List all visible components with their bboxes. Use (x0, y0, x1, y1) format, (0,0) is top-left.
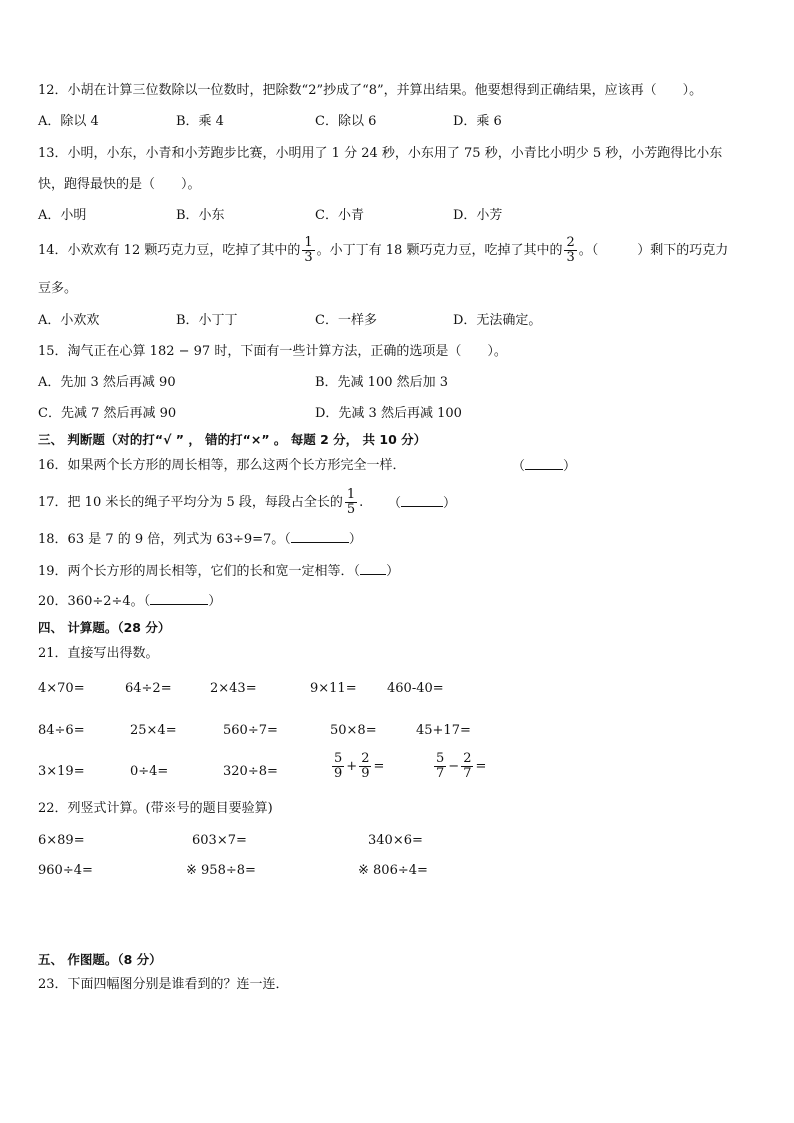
q14-stem-line1 (38, 236, 728, 265)
fraction-one-fifth: $\frac{1}{5}$ (346, 487, 356, 517)
q22-item: 960÷4= (38, 863, 93, 878)
q21-item: 0÷4= (130, 764, 169, 779)
q19-answer-blank[interactable]: （ ） (353, 564, 400, 579)
q12-option-a: A．除以 4 (38, 114, 99, 129)
q20-stem: 20．360÷2÷4。（ ） (38, 594, 222, 609)
q15-option-d: D．先减 3 然后再减 100 (315, 406, 462, 421)
q21-title: 21．直接写出得数。 (38, 646, 159, 661)
q13-stem-line2: 快，跑得最快的是（ ）。 (38, 177, 201, 192)
q22-title: 22．列竖式计算。(带※号的题目要验算) (38, 801, 273, 816)
section-five-heading: 五、 作图题。（8 分） (38, 952, 162, 967)
q12-stem: 12．小胡在计算三位数除以一位数时，把除数“2”抄成了“8”，并算出结果。他要想得到正确结果，应该再（ ）。 (38, 83, 703, 98)
section-three-heading: 三、 判断题（对的打“√ ” ， 错的打“×” 。 每题 2 分， 共 10 分） (38, 432, 427, 447)
q13-option-a: A．小明 (38, 208, 87, 223)
q14-option-a: A．小欢欢 (38, 313, 100, 328)
q14-stem-line2: 豆多。 (38, 281, 78, 296)
answer-line (525, 457, 563, 470)
q18-answer-blank[interactable]: （ ） (284, 532, 362, 547)
q15-option-b: B．先减 100 然后加 3 (315, 375, 449, 390)
q18-stem: 18．63 是 7 的 9 倍，列式为 63÷9=7。（ ） (38, 532, 362, 547)
q14-text-part1: 14．小欢欢有 12 颗巧克力豆，吃掉了其中的 (38, 243, 301, 258)
q17-stem: 17．把 10 米长的绳子平均分为 5 段，每段占全长的 $\frac{1}{5}$ . (38, 487, 364, 517)
q14-option-d: D．无法确定。 (453, 313, 542, 328)
q22-item: ※ 958÷8= (186, 863, 256, 878)
answer-line (150, 592, 208, 605)
q21-item: 64÷2= (125, 681, 172, 696)
q16-stem: 16．如果两个长方形的周长相等，那么这两个长方形完全一样． (38, 458, 406, 473)
q21-item: 84÷6= (38, 723, 85, 738)
answer-line (360, 562, 386, 575)
q22-item: 603×7= (192, 833, 247, 848)
q21-item: 50×8= (330, 723, 377, 738)
q22-item: 6×89= (38, 833, 85, 848)
q21-fraction-expression-subtract: $\frac{5}{7}$ − $\frac{2}{7}$ = (436, 751, 487, 781)
q13-option-b: B．小东 (176, 208, 225, 223)
q14-text-part3: 。（ ）剩下的巧克力 (578, 243, 729, 258)
q14-option-b: B．小丁丁 (176, 313, 238, 328)
q21-item: 3×19= (38, 764, 85, 779)
q14-option-c: C．一样多 (315, 313, 377, 328)
q12-option-c: C．除以 6 (315, 114, 377, 129)
q21-fraction-expression-add: $\frac{5}{9}$ + $\frac{2}{9}$ = (334, 751, 385, 781)
q15-option-c: C．先减 7 然后再减 90 (38, 406, 177, 421)
q14-text-part2: 。小丁丁有 18 颗巧克力豆，吃掉了其中的 (316, 243, 563, 258)
fraction-two-thirds: $\frac{2}{3}$ (566, 235, 575, 265)
q21-item: 2×43= (210, 681, 257, 696)
q20-answer-blank[interactable]: （ ） (143, 594, 222, 609)
answer-line (291, 530, 349, 543)
q21-item: 4×70= (38, 681, 85, 696)
q16-answer-blank[interactable]: （ ） (512, 459, 577, 474)
q13-option-c: C．小青 (315, 208, 364, 223)
q21-item: 45+17= (416, 723, 471, 738)
q12-option-d: D．乘 6 (453, 114, 502, 129)
q12-option-b: B．乘 4 (176, 114, 224, 129)
q17-answer-blank[interactable]: （ ） (388, 496, 457, 511)
q23-stem: 23．下面四幅图分别是谁看到的？连一连． (38, 977, 289, 992)
q21-item: 460-40= (387, 681, 444, 696)
q21-item: 9×11= (310, 681, 357, 696)
q15-stem: 15．淘气正在心算 182 − 97 时，下面有一些计算方法，正确的选项是（ ）。 (38, 344, 507, 359)
q22-item: 340×6= (368, 833, 423, 848)
q21-item: 320÷8= (223, 764, 278, 779)
q15-option-a: A．先加 3 然后再减 90 (38, 375, 176, 390)
q21-item: 560÷7= (223, 723, 278, 738)
q13-stem-line1: 13．小明，小东，小青和小芳跑步比赛，小明用了 1 分 24 秒，小东用了 75 秒，小青比小明少 5 秒，小芳跑得比小东 (38, 146, 723, 161)
q19-stem: 19．两个长方形的周长相等，它们的长和宽一定相等．（ ） (38, 564, 400, 579)
fraction-one-third: $\frac{1}{3}$ (304, 235, 313, 265)
answer-line (401, 494, 443, 507)
q13-option-d: D．小芳 (453, 208, 503, 223)
q21-item: 25×4= (130, 723, 177, 738)
q22-item: ※ 806÷4= (358, 863, 428, 878)
section-four-heading: 四、 计算题。（28 分） (38, 620, 171, 635)
